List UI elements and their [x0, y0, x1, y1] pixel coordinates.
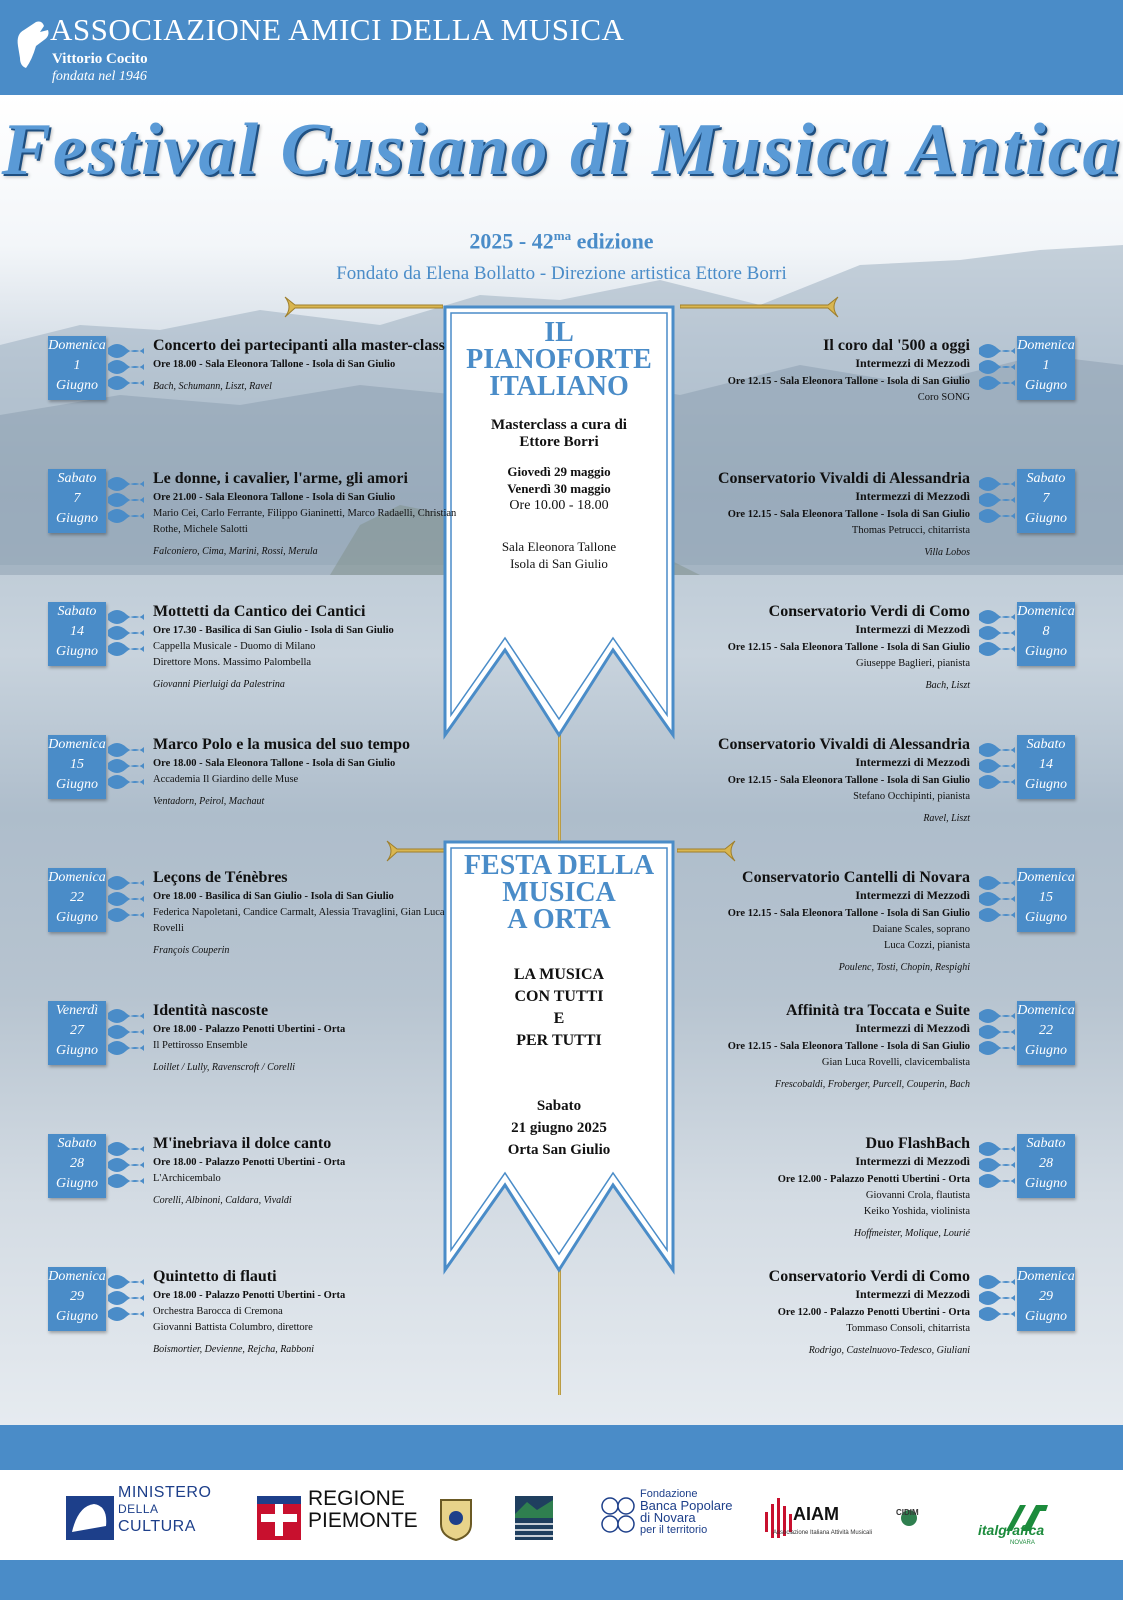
- date-box: [48, 1134, 106, 1198]
- wave-decoration-icon: [979, 1136, 1015, 1196]
- event-time-venue: Ore 21.00 - Sala Eleonora Tallone - Isola di San Giulio: [153, 492, 396, 503]
- date-month: Giugno: [56, 511, 98, 526]
- event-text: [153, 602, 473, 693]
- masterclass-hours: Ore 10.00 - 18.00: [509, 498, 609, 513]
- date-number: 8: [1042, 624, 1050, 639]
- event-performers: Federica Napoletani, Candice Carmalt, Alessia Travaglini, Gian Luca Rovelli: [153, 907, 445, 934]
- event-time-venue: Ore 18.00 - Palazzo Penotti Ubertini - Orta: [153, 1290, 346, 1301]
- festival-founders: Fondato da Elena Bollatto - Direzione artistica Ettore Borri: [336, 263, 787, 284]
- event-time-venue: Ore 12.15 - Sala Eleonora Tallone - Isola di San Giulio: [727, 908, 970, 919]
- date-number: 22: [70, 890, 84, 905]
- date-weekday: Domenica: [48, 338, 106, 353]
- association-person: Vittorio Cocito: [52, 51, 148, 67]
- date-weekday: Sabato: [57, 604, 97, 619]
- event-left-1: [48, 469, 478, 597]
- event-performers: Tommaso Consoli, chitarrista: [846, 1323, 970, 1334]
- aiam-subtext: Associazione Italiana Attività Musicali: [773, 1530, 873, 1536]
- orta-coat-of-arms-icon: [437, 1490, 475, 1546]
- wave-decoration-icon: [108, 737, 144, 797]
- event-time-venue: Ore 18.00 - Palazzo Penotti Ubertini - Orta: [153, 1024, 346, 1035]
- cidim-text: CIDIM: [896, 1508, 919, 1517]
- event-time-venue: Ore 18.00 - Palazzo Penotti Ubertini - Orta: [153, 1157, 346, 1168]
- cidim-logo-icon: [898, 1490, 920, 1546]
- event-composers: Poulenc, Tosti, Chopin, Respighi: [838, 962, 970, 973]
- masterclass-line-2: Ettore Borri: [519, 434, 599, 450]
- date-box: [48, 735, 106, 799]
- festa-day: Sabato: [536, 1098, 582, 1114]
- event-title: Mottetti da Cantico dei Cantici: [153, 603, 366, 620]
- event-performers: Giovanni Crola, flautista Keiko Yoshida, violinista: [863, 1190, 970, 1217]
- date-box: [48, 602, 106, 666]
- right-trumpet-icon: [680, 295, 840, 319]
- wave-decoration-icon: [108, 1269, 144, 1329]
- date-month: Giugno: [1025, 1043, 1067, 1058]
- date-month: Giugno: [1025, 1309, 1067, 1324]
- event-date-badge: [48, 1267, 144, 1331]
- date-number: 29: [1039, 1289, 1053, 1304]
- event-composers: Frescobaldi, Froberger, Purcell, Couperin, Bach: [774, 1079, 970, 1090]
- event-text: [650, 735, 970, 827]
- event-title: Leçons de Ténèbres: [153, 869, 288, 886]
- event-composers: Bach, Schumann, Liszt, Ravel: [153, 381, 272, 392]
- event-time-venue: Ore 12.00 - Palazzo Penotti Ubertini - Orta: [777, 1307, 970, 1318]
- event-date-badge: [48, 602, 144, 666]
- festa-slogan-1: LA MUSICA: [513, 966, 605, 983]
- ministero-cultura-text: MINISTERO DELLA CULTURA: [118, 1484, 212, 1535]
- date-number: 27: [70, 1023, 84, 1038]
- date-box: [1017, 1001, 1075, 1065]
- date-number: 1: [1042, 358, 1050, 373]
- date-weekday: Domenica: [48, 737, 106, 752]
- festa-title-2: MUSICA: [502, 877, 616, 908]
- date-number: 7: [1042, 491, 1050, 506]
- date-month: Giugno: [1025, 644, 1067, 659]
- event-subtitle: Intermezzi di Mezzodì: [855, 1021, 970, 1035]
- event-performers: Il Pettirosso Ensemble: [153, 1040, 248, 1051]
- date-month: Giugno: [56, 1176, 98, 1191]
- wave-decoration-icon: [108, 1136, 144, 1196]
- event-title: Le donne, i cavalier, l'arme, gli amori: [153, 470, 408, 487]
- festa-slogan-3: E: [553, 1010, 565, 1027]
- italgrafica-text: italgrafica: [978, 1522, 1045, 1538]
- date-number: 15: [70, 757, 84, 772]
- date-month: Giugno: [1025, 1176, 1067, 1191]
- festa-place: Orta San Giulio: [507, 1142, 611, 1158]
- date-box: [48, 868, 106, 932]
- event-performers: Coro SONG: [917, 392, 970, 403]
- event-performers: Orchestra Barocca di Cremona Giovanni Battista Columbro, direttore: [153, 1306, 313, 1333]
- event-composers: François Couperin: [153, 945, 230, 956]
- banca-popolare-logo-icon: [598, 1490, 638, 1546]
- date-month: Giugno: [1025, 511, 1067, 526]
- date-box: [48, 336, 106, 400]
- wave-decoration-icon: [108, 604, 144, 664]
- date-weekday: Sabato: [57, 1136, 97, 1151]
- event-text: [650, 1267, 970, 1359]
- event-right-7: [645, 1267, 1075, 1395]
- masterclass-date-2: Venerdì 30 maggio: [507, 481, 611, 496]
- event-time-venue: Ore 12.00 - Palazzo Penotti Ubertini - Orta: [777, 1174, 970, 1185]
- event-time-venue: Ore 18.00 - Sala Eleonora Tallone - Isola di San Giulio: [153, 758, 396, 769]
- event-date-badge: [48, 1001, 144, 1065]
- pianoforte-title-3: ITALIANO: [489, 371, 629, 402]
- wave-decoration-icon: [979, 604, 1015, 664]
- date-weekday: Domenica: [48, 1269, 106, 1284]
- masterclass-venue-1: Sala Eleonora Tallone: [501, 539, 617, 554]
- date-month: Giugno: [56, 910, 98, 925]
- event-date-badge: [48, 1134, 144, 1198]
- festival-edition: $2025 - 42^{ma}$ edizione: [469, 228, 654, 254]
- event-subtitle: Intermezzi di Mezzodì: [855, 1287, 970, 1301]
- event-right-3: [645, 735, 1075, 863]
- ministero-cultura-logo-icon: [64, 1490, 116, 1546]
- date-weekday: Sabato: [1026, 737, 1066, 752]
- date-box: [1017, 469, 1075, 533]
- event-performers: Daiane Scales, soprano Luca Cozzi, pianista: [872, 924, 970, 951]
- date-box: [1017, 868, 1075, 932]
- date-weekday: Domenica: [1017, 604, 1075, 619]
- event-text: [153, 1001, 473, 1076]
- event-text: [153, 1267, 473, 1358]
- event-date-badge: [48, 336, 144, 400]
- banca-popolare-text: Fondazione Banca Popolare di Novara per il territorio: [640, 1488, 733, 1536]
- event-composers: Villa Lobos: [924, 547, 970, 558]
- event-performers: L'Archicembalo: [153, 1173, 221, 1184]
- date-number: 28: [1039, 1156, 1053, 1171]
- left-trumpet-icon: [283, 295, 443, 319]
- date-month: Giugno: [1025, 777, 1067, 792]
- date-weekday: Domenica: [1017, 870, 1075, 885]
- event-right-4: [645, 868, 1075, 996]
- wave-decoration-icon: [979, 870, 1015, 930]
- event-date-badge: [979, 735, 1075, 799]
- masterclass-date-1: Giovedì 29 maggio: [507, 464, 611, 479]
- date-weekday: Sabato: [1026, 1136, 1066, 1151]
- event-right-2: [645, 602, 1075, 730]
- event-date-badge: [979, 1267, 1075, 1331]
- event-date-badge: [979, 868, 1075, 932]
- event-composers: Rodrigo, Castelnuovo-Tedesco, Giuliani: [808, 1345, 970, 1356]
- date-number: 29: [70, 1289, 84, 1304]
- event-subtitle: Intermezzi di Mezzodì: [855, 1154, 970, 1168]
- regione-piemonte-text: REGIONE PIEMONTE: [308, 1487, 418, 1532]
- date-weekday: Sabato: [1026, 471, 1066, 486]
- event-time-venue: Ore 12.15 - Sala Eleonora Tallone - Isola di San Giulio: [727, 376, 970, 387]
- date-weekday: Domenica: [1017, 1269, 1075, 1284]
- date-number: 7: [73, 491, 81, 506]
- event-left-4: [48, 868, 478, 996]
- association-name: ASSOCIAZIONE AMICI DELLA MUSICA: [50, 12, 625, 47]
- festa-date: 21 giugno 2025: [511, 1120, 607, 1136]
- event-date-badge: [48, 735, 144, 799]
- event-text: [650, 1134, 970, 1242]
- date-month: Giugno: [1025, 378, 1067, 393]
- date-box: [1017, 1267, 1075, 1331]
- wave-decoration-icon: [108, 1003, 144, 1063]
- date-box: [1017, 735, 1075, 799]
- event-right-5: [645, 1001, 1075, 1129]
- event-composers: Giovanni Pierluigi da Palestrina: [153, 679, 285, 690]
- pianoforte-title-1: IL: [544, 317, 574, 348]
- event-left-5: [48, 1001, 478, 1129]
- event-composers: Boismortier, Devienne, Rejcha, Rabboni: [153, 1344, 315, 1355]
- event-composers: Ravel, Liszt: [923, 813, 970, 824]
- date-number: 28: [70, 1156, 84, 1171]
- date-number: 15: [1039, 890, 1053, 905]
- event-subtitle: Intermezzi di Mezzodì: [855, 356, 970, 370]
- aiam-logo-icon: [765, 1490, 795, 1546]
- event-text: [153, 1134, 473, 1209]
- festival-title: Festival Cusiano di Musica Antica: [1, 109, 1122, 191]
- event-date-badge: [979, 602, 1075, 666]
- event-text: [153, 735, 473, 810]
- event-title: Identità nascoste: [153, 1002, 269, 1019]
- lake-logo-icon: [515, 1490, 553, 1546]
- event-time-venue: Ore 18.00 - Basilica di San Giulio - Isola di San Giulio: [153, 891, 394, 902]
- event-composers: Hoffmeister, Molique, Lourié: [853, 1228, 970, 1239]
- date-month: Giugno: [56, 1309, 98, 1324]
- event-text: [153, 469, 473, 560]
- event-date-badge: [979, 336, 1075, 400]
- event-composers: Falconiero, Cima, Marini, Rossi, Merula: [153, 546, 318, 557]
- date-box: [1017, 602, 1075, 666]
- event-performers: Giuseppe Baglieri, pianista: [855, 658, 970, 669]
- event-performers: Thomas Petrucci, chitarrista: [851, 525, 970, 536]
- date-number: 14: [1039, 757, 1053, 772]
- festa-title-3: A ORTA: [507, 904, 611, 935]
- event-title: Conservatorio Verdi di Como: [768, 1268, 970, 1285]
- date-weekday: Domenica: [1017, 1003, 1075, 1018]
- event-composers: Corelli, Albinoni, Caldara, Vivaldi: [153, 1195, 292, 1206]
- event-text: [650, 868, 970, 976]
- event-right-6: [645, 1134, 1075, 1262]
- event-title: Quintetto di flauti: [153, 1268, 277, 1285]
- festa-slogan-4: PER TUTTI: [516, 1032, 602, 1049]
- wave-decoration-icon: [979, 338, 1015, 398]
- event-time-venue: Ore 18.00 - Sala Eleonora Tallone - Isola di San Giulio: [153, 359, 396, 370]
- date-weekday: Domenica: [48, 870, 106, 885]
- date-month: Giugno: [56, 378, 98, 393]
- event-performers: Stefano Occhipinti, pianista: [853, 791, 970, 802]
- date-weekday: Domenica: [1017, 338, 1075, 353]
- event-left-6: [48, 1134, 478, 1262]
- date-weekday: Sabato: [57, 471, 97, 486]
- date-box: [48, 1001, 106, 1065]
- event-text: [650, 1001, 970, 1093]
- poster-canvas: [0, 95, 1123, 1425]
- event-performers: Cappella Musicale - Duomo di Milano Direttore Mons. Massimo Palombella: [153, 641, 316, 668]
- event-time-venue: Ore 17.30 - Basilica di San Giulio - Isola di San Giulio: [153, 625, 394, 636]
- date-number: 14: [70, 624, 84, 639]
- date-month: Giugno: [56, 1043, 98, 1058]
- event-title: Conservatorio Vivaldi di Alessandria: [717, 470, 970, 487]
- date-box: [1017, 336, 1075, 400]
- event-date-badge: [979, 469, 1075, 533]
- event-time-venue: Ore 12.15 - Sala Eleonora Tallone - Isola di San Giulio: [727, 642, 970, 653]
- festa-slogan-2: CON TUTTI: [514, 988, 604, 1005]
- wave-decoration-icon: [108, 338, 144, 398]
- event-right-0: [645, 336, 1075, 464]
- sponsor-logos: [0, 1470, 1123, 1560]
- event-title: Duo FlashBach: [865, 1135, 970, 1152]
- date-box: [48, 1267, 106, 1331]
- date-number: 22: [1039, 1023, 1053, 1038]
- event-performers: Mario Cei, Carlo Ferrante, Filippo Gianinetti, Marco Radaelli, Christian Rothe, Michele Salotti: [153, 508, 457, 535]
- event-right-1: [645, 469, 1075, 597]
- wave-decoration-icon: [108, 471, 144, 531]
- event-text: [650, 602, 970, 694]
- date-box: [1017, 1134, 1075, 1198]
- bottom-bar: [0, 1425, 1123, 1470]
- event-title: Marco Polo e la musica del suo tempo: [153, 736, 411, 753]
- event-performers: Accademia Il Giardino delle Muse: [153, 774, 299, 785]
- event-left-0: [48, 336, 478, 464]
- event-time-venue: Ore 12.15 - Sala Eleonora Tallone - Isola di San Giulio: [727, 775, 970, 786]
- wave-decoration-icon: [979, 471, 1015, 531]
- wave-decoration-icon: [979, 737, 1015, 797]
- wave-decoration-icon: [979, 1269, 1015, 1329]
- event-composers: Bach, Liszt: [925, 680, 970, 691]
- date-box: [48, 469, 106, 533]
- festa-title-1: FESTA DELLA: [463, 850, 655, 881]
- date-weekday: Venerdì: [55, 1003, 99, 1018]
- event-performers: Gian Luca Rovelli, clavicembalista: [821, 1057, 970, 1068]
- header-bar: [0, 0, 1123, 95]
- event-subtitle: Intermezzi di Mezzodì: [855, 489, 970, 503]
- italgrafica-subtext: NOVARA: [1010, 1540, 1035, 1546]
- event-date-badge: [979, 1001, 1075, 1065]
- date-month: Giugno: [56, 777, 98, 792]
- event-left-2: [48, 602, 478, 730]
- event-subtitle: Intermezzi di Mezzodì: [855, 755, 970, 769]
- event-text: [650, 469, 970, 561]
- date-month: Giugno: [1025, 910, 1067, 925]
- event-date-badge: [979, 1134, 1075, 1198]
- aiam-text: AIAM: [793, 1504, 839, 1524]
- event-title: Affinità tra Toccata e Suite: [786, 1002, 970, 1019]
- event-title: Concerto dei partecipanti alla master-class: [153, 337, 445, 354]
- masterclass-venue-2: Isola di San Giulio: [510, 556, 608, 571]
- date-number: 1: [73, 358, 81, 373]
- event-text: [153, 336, 473, 395]
- event-title: Conservatorio Vivaldi di Alessandria: [717, 736, 970, 753]
- event-subtitle: Intermezzi di Mezzodì: [855, 622, 970, 636]
- association-founded: fondata nel 1946: [52, 69, 147, 84]
- regione-piemonte-logo-icon: [257, 1490, 301, 1546]
- event-date-badge: [48, 868, 144, 932]
- event-title: Conservatorio Verdi di Como: [768, 603, 970, 620]
- event-left-7: [48, 1267, 478, 1395]
- event-composers: Loillet / Lully, Ravenscroft / Corelli: [153, 1062, 296, 1073]
- event-composers: Ventadorn, Peirol, Machaut: [153, 796, 265, 807]
- date-month: Giugno: [56, 644, 98, 659]
- event-text: [650, 336, 970, 406]
- hand-logo-icon: [14, 16, 50, 76]
- wave-decoration-icon: [108, 870, 144, 930]
- event-title: Il coro dal '500 a oggi: [823, 337, 970, 354]
- masterclass-line-1: Masterclass a cura di: [491, 417, 627, 433]
- event-text: [153, 868, 473, 959]
- event-date-badge: [48, 469, 144, 533]
- pianoforte-title-2: PIANOFORTE: [466, 344, 652, 375]
- event-title: Conservatorio Cantelli di Novara: [742, 869, 970, 886]
- event-time-venue: Ore 12.15 - Sala Eleonora Tallone - Isola di San Giulio: [727, 1041, 970, 1052]
- wave-decoration-icon: [979, 1003, 1015, 1063]
- event-left-3: [48, 735, 478, 863]
- event-title: M'inebriava il dolce canto: [153, 1135, 332, 1152]
- event-time-venue: Ore 12.15 - Sala Eleonora Tallone - Isola di San Giulio: [727, 509, 970, 520]
- footer-bar: [0, 1560, 1123, 1600]
- event-subtitle: Intermezzi di Mezzodì: [855, 888, 970, 902]
